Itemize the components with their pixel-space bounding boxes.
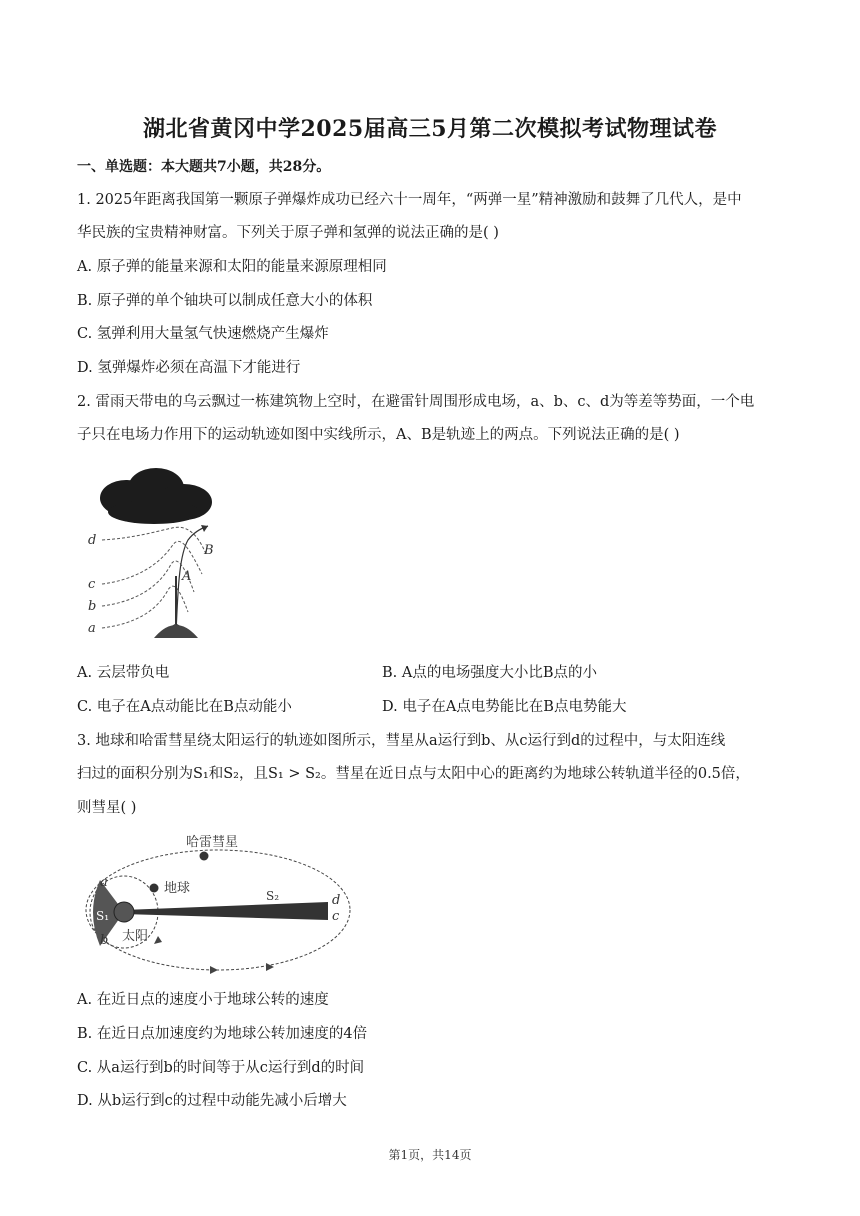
sun bbox=[114, 902, 134, 922]
q3-stem-line2: 扫过的面积分别为S₁和S₂，且S₁ > S₂。彗星在近日点与太阳中心的距离约为地球公转轨道半径的0.5倍， bbox=[77, 766, 750, 782]
orbit-arrow-bottom bbox=[210, 966, 218, 974]
q3-stem-line3: 则彗星( ) bbox=[77, 800, 137, 816]
q1-option-a: A. 原子弹的能量来源和太阳的能量来源原理相同 bbox=[77, 259, 387, 275]
q3-option-c: C. 从a运行到b的时间等于从c运行到d的时间 bbox=[77, 1060, 365, 1076]
halley-comet bbox=[200, 852, 209, 861]
label-b: b bbox=[100, 933, 109, 948]
label-point-a: A bbox=[182, 569, 192, 584]
label-d: d bbox=[88, 533, 97, 548]
q3-option-d: D. 从b运行到c的过程中动能先减小后增大 bbox=[77, 1093, 347, 1109]
equipotential-d bbox=[102, 527, 206, 554]
label-point-b: B bbox=[204, 543, 214, 558]
q1-stem-line2: 华民族的宝贵精神财富。下列关于原子弹和氢弹的说法正确的是( ) bbox=[77, 225, 499, 241]
label-sun: 太阳 bbox=[122, 929, 149, 944]
q2-option-c: C. 电子在A点动能比在B点动能小 bbox=[77, 699, 292, 715]
exam-title: 湖北省黄冈中学2025届高三5月第二次模拟考试物理试卷 bbox=[142, 116, 718, 142]
q1-stem-line1: 1. 2025年距离我国第一颗原子弹爆炸成功已经六十一周年，“两弹一星”精神激励和鼓舞了几代人，是中 bbox=[77, 192, 742, 208]
label-comet: 哈雷彗星 bbox=[186, 835, 239, 850]
label-s1: S₁ bbox=[96, 909, 110, 923]
building-dome bbox=[154, 625, 198, 638]
label-c: c bbox=[88, 577, 96, 592]
cloud-shape bbox=[100, 468, 212, 524]
q2-option-d: D. 电子在A点电势能比在B点电势能大 bbox=[382, 699, 627, 715]
area-s2 bbox=[124, 902, 328, 920]
q2-stem-line1: 2. 雷雨天带电的乌云飘过一栋建筑物上空时，在避雷针周围形成电场，a、b、c、d为等差等势面，一个电 bbox=[77, 394, 755, 410]
earth bbox=[150, 884, 159, 893]
q2-option-b: B. A点的电场强度大小比B点的小 bbox=[382, 665, 597, 681]
page-footer: 第1页，共14页 bbox=[388, 1148, 472, 1162]
section-heading: 一、单选题：本大题共7小题，共28分。 bbox=[77, 159, 331, 175]
label-b: b bbox=[88, 599, 97, 614]
label-d: d bbox=[332, 893, 341, 908]
label-earth: 地球 bbox=[164, 881, 191, 896]
label-a: a bbox=[88, 621, 96, 636]
cloud-lightning-rod-figure bbox=[84, 462, 224, 642]
q1-option-c: C. 氢弹利用大量氢气快速燃烧产生爆炸 bbox=[77, 326, 329, 342]
label-s2: S₂ bbox=[266, 889, 280, 903]
q2-option-a: A. 云层带负电 bbox=[77, 665, 170, 681]
label-a: a bbox=[100, 875, 108, 890]
q2-stem-line2: 子只在电场力作用下的运动轨迹如图中实线所示，A、B是轨迹上的两点。下列说法正确的是( ) bbox=[77, 427, 680, 443]
q3-stem-line1: 3. 地球和哈雷彗星绕太阳运行的轨迹如图所示，彗星从a运行到b、从c运行到d的过程中，与太阳连线 bbox=[77, 733, 726, 749]
q3-option-a: A. 在近日点的速度小于地球公转的速度 bbox=[77, 992, 329, 1008]
q1-option-b: B. 原子弹的单个铀块可以制成任意大小的体积 bbox=[77, 293, 373, 309]
label-c: c bbox=[332, 909, 340, 924]
earth-orbit-arrow bbox=[154, 936, 162, 944]
q3-option-b: B. 在近日点加速度约为地球公转加速度的4倍 bbox=[77, 1026, 368, 1042]
q1-option-d: D. 氢弹爆炸必须在高温下才能进行 bbox=[77, 360, 301, 376]
comet-orbit-figure bbox=[78, 830, 358, 980]
